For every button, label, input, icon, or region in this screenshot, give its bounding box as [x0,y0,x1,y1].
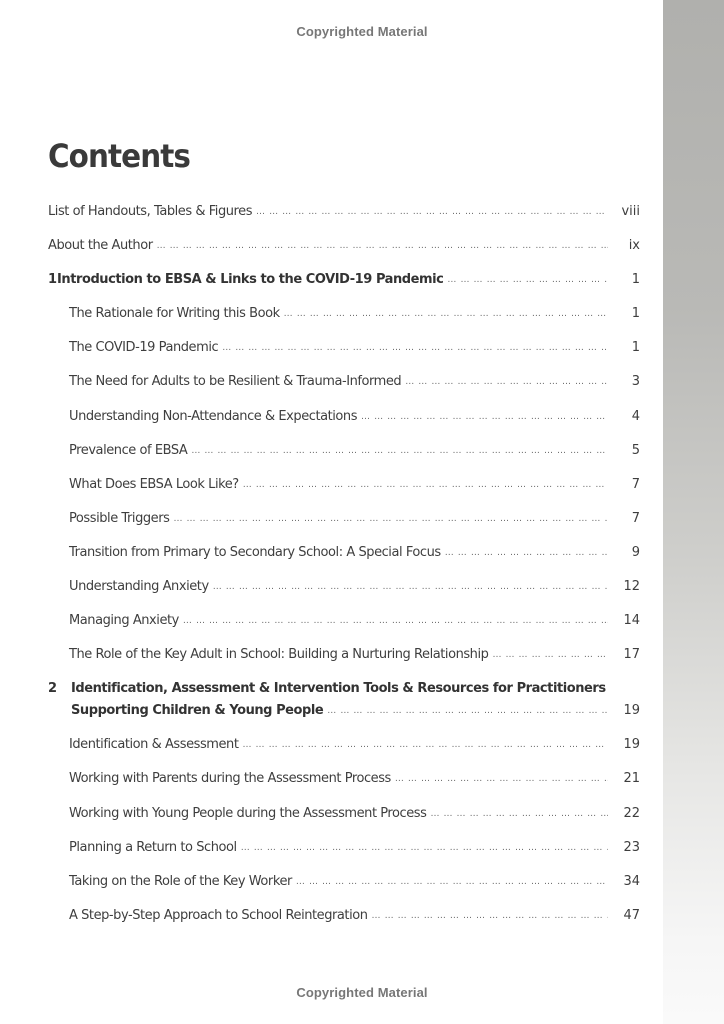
toc-section-label: Planning a Return to School [69,839,237,855]
toc-page-number: 7 [631,510,640,526]
dot-leader [372,911,608,921]
dot-leader [395,774,608,784]
toc-page-number: ix [628,238,640,254]
chapter-title: Introduction to EBSA & Links to the COVID-19 Pandemic [57,272,444,288]
toc-section-label: Taking on the Role of the Key Worker [69,873,292,889]
toc-section[interactable] [48,306,640,340]
toc-page-number: 4 [631,408,640,424]
dot-leader [327,706,608,716]
toc-entry-label: About the Author [48,238,153,254]
copyright-footer: Copyrighted Material [296,985,428,1000]
chapter-title-line2: Supporting Children & Young People [71,703,324,719]
toc-page-number: viii [621,204,640,219]
toc-page-number: 17 [623,647,640,663]
toc-section[interactable] [48,874,640,908]
dot-leader [183,616,608,626]
page-edge-shadow [663,0,724,1024]
dot-leader [296,877,608,887]
toc-section[interactable] [48,806,640,840]
dot-leader [284,309,608,319]
toc-section-label: Working with Young People during the Assessment Process [69,805,427,821]
toc-page-number: 9 [631,544,640,560]
dot-leader [405,377,608,387]
toc-section[interactable] [48,409,640,443]
toc-section[interactable] [48,840,640,874]
toc-section[interactable] [48,443,640,477]
toc-section-label: The COVID-19 Pandemic [69,340,219,356]
toc-section[interactable] [48,579,640,613]
dot-leader [447,275,608,285]
dot-leader [256,207,608,217]
toc-page-number: 23 [623,839,640,855]
toc-section-label: Working with Parents during the Assessment Process [69,771,391,787]
toc-page-number: 22 [623,805,640,821]
dot-leader [213,582,608,592]
toc-section-label: What Does EBSA Look Like? [69,476,239,492]
toc-page-number: 21 [623,771,640,787]
toc-section-label: Transition from Primary to Secondary School: A Special Focus [69,544,441,560]
toc-page-number: 5 [631,442,640,458]
chapter-number: 2 [48,681,58,697]
dot-leader [173,514,608,524]
toc-section-label: Understanding Non-Attendance & Expectations [69,408,358,424]
table-of-contents [48,204,640,942]
dot-leader [243,480,608,490]
toc-page-number: 1 [631,340,640,356]
toc-page-number: 3 [631,374,640,390]
toc-section[interactable] [48,511,640,545]
toc-section-label: Identification & Assessment [69,737,239,753]
dot-leader [242,740,608,750]
toc-section[interactable] [48,613,640,647]
toc-page-number: 1 [631,306,640,322]
toc-page-number: 7 [631,476,640,492]
toc-section-label: Prevalence of EBSA [69,442,188,458]
chapter-title-line1: Identification, Assessment & Intervention Tools & Resources for Practitioners [71,681,606,697]
dot-leader [157,241,608,251]
toc-page-number: 47 [623,907,640,923]
toc-page-number: 34 [623,873,640,889]
toc-section-label: The Rationale for Writing this Book [69,306,280,322]
dot-leader [361,412,608,422]
toc-page-number: 12 [623,579,640,595]
toc-chapter-1[interactable] [48,272,640,306]
page-title: Contents [48,137,191,175]
toc-section-label: Understanding Anxiety [69,579,209,595]
dot-leader [241,843,608,853]
toc-section[interactable] [48,477,640,511]
toc-section[interactable] [48,545,640,579]
copyright-header: Copyrighted Material [296,24,428,39]
toc-page-number: 19 [623,703,640,719]
toc-entry-label: List of Handouts, Tables & Figures [48,204,253,219]
dot-leader [445,548,608,558]
chapter-number: 1 [48,272,58,288]
toc-page-number: 19 [623,737,640,753]
toc-page-number: 1 [631,272,640,288]
toc-section[interactable] [48,771,640,805]
toc-entry-list-of-handouts[interactable] [48,204,640,238]
toc-section-label: Managing Anxiety [69,613,179,629]
toc-section[interactable] [48,737,640,771]
toc-section[interactable] [48,340,640,374]
toc-section-label: The Role of the Key Adult in School: Building a Nurturing Relationship [69,647,489,663]
dot-leader [222,343,608,353]
toc-section-label: Possible Triggers [69,510,170,526]
toc-section[interactable] [48,908,640,942]
toc-section-label: A Step-by-Step Approach to School Reintegration [69,907,368,923]
toc-page-number: 14 [623,613,640,629]
toc-section-label: The Need for Adults to be Resilient & Trauma-Informed [69,374,402,390]
toc-chapter-2[interactable] [48,681,640,737]
dot-leader [492,650,608,660]
toc-entry-about-the-author[interactable] [48,238,640,272]
dot-leader [191,446,608,456]
toc-section[interactable] [48,647,640,681]
dot-leader [430,809,608,819]
toc-section[interactable] [48,374,640,408]
